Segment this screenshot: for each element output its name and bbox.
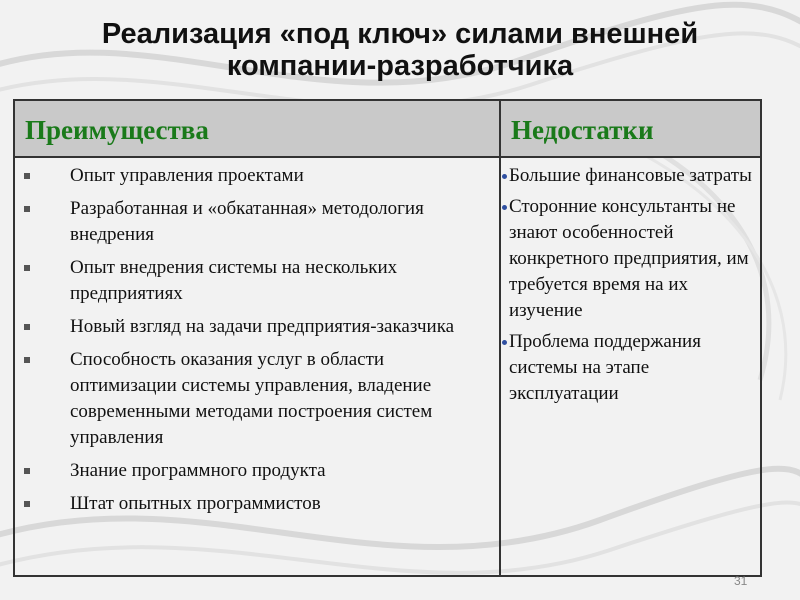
list-item bbox=[501, 163, 759, 189]
list-item bbox=[15, 196, 499, 248]
list-item bbox=[15, 458, 499, 484]
comparison-table bbox=[13, 99, 762, 577]
disadvantage-text: Большие финансовые затраты bbox=[509, 165, 752, 186]
slide-title bbox=[40, 18, 760, 82]
dot-bullet-icon bbox=[502, 340, 507, 345]
square-bullet-icon bbox=[24, 206, 30, 212]
list-item bbox=[15, 163, 499, 189]
advantage-text: Разработанная и «обкатанная» методология внедрения bbox=[70, 198, 424, 245]
square-bullet-icon bbox=[24, 357, 30, 363]
square-bullet-icon bbox=[24, 501, 30, 507]
page-number: 31 bbox=[734, 574, 748, 588]
list-item bbox=[15, 314, 499, 340]
square-bullet-icon bbox=[24, 265, 30, 271]
disadvantage-text: Проблема поддержания системы на этапе эксплуатации bbox=[509, 331, 701, 404]
square-bullet-icon bbox=[24, 324, 30, 330]
advantages-list bbox=[15, 159, 499, 524]
advantage-text: Знание программного продукта bbox=[70, 460, 326, 481]
list-item bbox=[15, 491, 499, 517]
header-advantages: Преимущества bbox=[25, 115, 209, 145]
header-disadvantages: Недостатки bbox=[511, 115, 654, 145]
advantage-text: Способность оказания услуг в области оптимизации системы управления, владение современными методами построения систем управления bbox=[70, 349, 433, 448]
title-line-2: компании-разработчика bbox=[226, 50, 574, 82]
advantage-text: Опыт управления проектами bbox=[70, 165, 304, 186]
square-bullet-icon bbox=[24, 173, 30, 179]
list-item bbox=[15, 255, 499, 307]
list-item bbox=[15, 347, 499, 451]
list-item bbox=[501, 329, 759, 407]
dot-bullet-icon bbox=[502, 205, 507, 210]
advantage-text: Штат опытных программистов bbox=[70, 493, 321, 514]
disadvantages-list bbox=[501, 159, 759, 412]
dot-bullet-icon bbox=[502, 174, 507, 179]
disadvantage-text: Сторонние консультанты не знают особенностей конкретного предприятия, им требуется время на их изучение bbox=[509, 196, 749, 321]
title-line-1: Реализация «под ключ» силами внешней bbox=[101, 18, 699, 50]
advantage-text: Опыт внедрения системы на нескольких предприятиях bbox=[70, 257, 398, 304]
advantage-text: Новый взгляд на задачи предприятия-заказчика bbox=[70, 316, 455, 337]
table-header-row bbox=[15, 101, 760, 158]
square-bullet-icon bbox=[24, 468, 30, 474]
list-item bbox=[501, 194, 759, 324]
